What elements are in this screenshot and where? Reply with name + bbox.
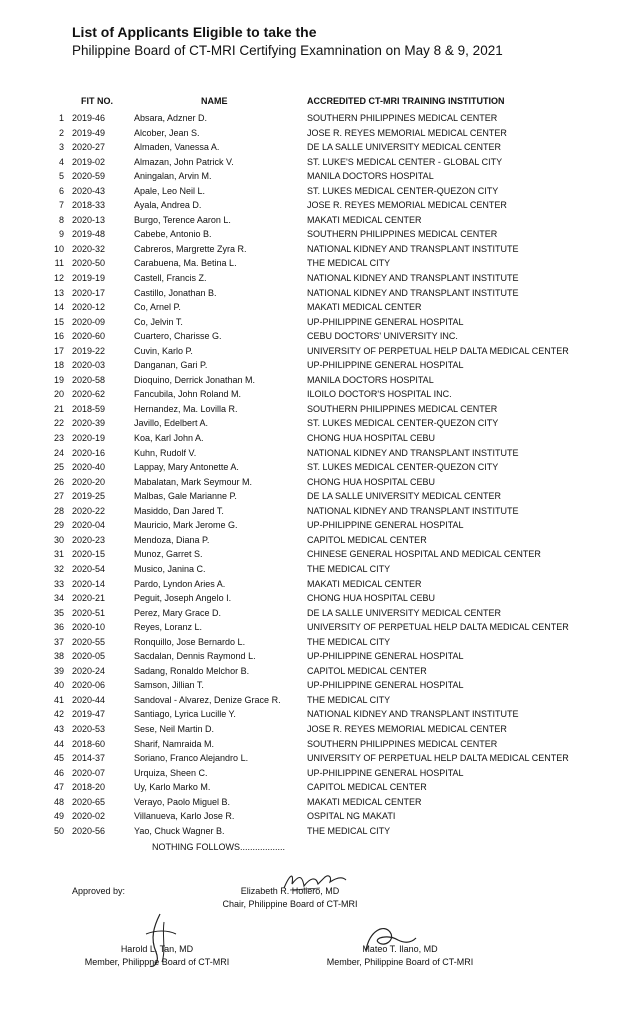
- table-row: [0, 606, 622, 621]
- fit-number: 2020-21: [72, 593, 106, 604]
- fit-number: 2018-59: [72, 403, 106, 414]
- table-row: [0, 184, 622, 199]
- training-institution: MAKATI MEDICAL CENTER: [307, 302, 422, 313]
- fit-number: 2020-22: [72, 505, 106, 516]
- table-row: [0, 358, 622, 373]
- row-number: 7: [58, 200, 64, 211]
- table-row: [0, 155, 622, 170]
- table-row: [0, 198, 622, 213]
- signatory-name: Elizabeth R. Holiero, MD: [240, 886, 340, 896]
- applicant-name: Ronquillo, Jose Bernardo L.: [134, 636, 246, 647]
- table-row: [0, 402, 622, 417]
- applicant-name: Co, Jelvin T.: [134, 316, 183, 327]
- training-institution: CAPITOL MEDICAL CENTER: [307, 665, 427, 676]
- applicant-name: Cabreros, Margrette Zyra R.: [134, 243, 247, 254]
- table-row: [0, 387, 622, 402]
- applicant-name: Pardo, Lyndon Aries A.: [134, 578, 226, 589]
- fit-number: 2020-58: [72, 374, 106, 385]
- row-number: 11: [54, 258, 64, 269]
- row-number: 36: [53, 622, 64, 633]
- row-number: 17: [53, 345, 64, 356]
- applicant-name: Javillo, Edelbert A.: [134, 418, 209, 429]
- row-number: 13: [53, 287, 64, 298]
- applicant-name: Fancubila, John Roland M.: [134, 389, 242, 400]
- fit-number: 2020-54: [72, 563, 106, 574]
- training-institution: CAPITOL MEDICAL CENTER: [307, 534, 427, 545]
- applicant-name: Uy, Karlo Marko M.: [134, 782, 211, 793]
- table-row: [0, 111, 622, 126]
- fit-number: 2018-33: [72, 200, 106, 211]
- applicant-name: Sandoval - Alvarez, Denize Grace R.: [134, 694, 281, 705]
- row-number: 5: [58, 171, 64, 182]
- fit-number: 2019-49: [72, 127, 106, 138]
- training-institution: THE MEDICAL CITY: [307, 825, 391, 836]
- fit-number: 2020-02: [72, 811, 106, 822]
- fit-number: 2018-20: [72, 782, 106, 793]
- table-row: [0, 562, 622, 577]
- row-number: 10: [53, 243, 64, 254]
- training-institution: SOUTHERN PHILIPPINES MEDICAL CENTER: [307, 403, 498, 414]
- training-institution: THE MEDICAL CITY: [307, 694, 391, 705]
- row-number: 30: [53, 534, 64, 545]
- training-institution: UP-PHILIPPINE GENERAL HOSPITAL: [307, 651, 464, 662]
- document-subtitle: Philippine Board of CT-MRI Certifying Examnination on May 8 & 9, 2021: [72, 43, 503, 58]
- signatory-name: Harold L. Tan, MD: [120, 944, 194, 954]
- table-row: [0, 227, 622, 242]
- row-number: 8: [58, 214, 64, 225]
- fit-number: 2020-20: [72, 476, 106, 487]
- fit-number: 2019-25: [72, 491, 106, 502]
- training-institution: MANILA DOCTORS HOSPITAL: [307, 374, 434, 385]
- row-number: 49: [53, 811, 64, 822]
- row-number: 43: [53, 723, 64, 734]
- training-institution: NATIONAL KIDNEY AND TRANSPLANT INSTITUTE: [307, 447, 519, 458]
- table-row: [0, 446, 622, 461]
- column-header-name: NAME: [201, 96, 228, 106]
- applicant-name: Mabalatan, Mark Seymour M.: [134, 476, 253, 487]
- row-number: 38: [53, 651, 64, 662]
- fit-number: 2019-22: [72, 345, 106, 356]
- nothing-follows-note: NOTHING FOLLOWS..................: [152, 842, 286, 852]
- row-number: 41: [53, 694, 64, 705]
- row-number: 48: [53, 796, 64, 807]
- row-number: 45: [53, 753, 64, 764]
- training-institution: JOSE R. REYES MEMORIAL MEDICAL CENTER: [307, 200, 507, 211]
- fit-number: 2020-09: [72, 316, 106, 327]
- column-header-fit: FIT NO.: [81, 96, 113, 106]
- table-row: [0, 780, 622, 795]
- training-institution: CHONG HUA HOSPITAL CEBU: [307, 476, 436, 487]
- applicant-name: Danganan, Gari P.: [134, 360, 208, 371]
- document-title: List of Applicants Eligible to take the: [72, 24, 317, 40]
- table-row: [0, 475, 622, 490]
- table-row: [0, 533, 622, 548]
- fit-number: 2019-47: [72, 709, 106, 720]
- table-row: [0, 809, 622, 824]
- training-institution: MAKATI MEDICAL CENTER: [307, 796, 422, 807]
- signatory-title: Member, Philippne Board of CT-MRI: [84, 957, 230, 967]
- applicant-name: Sese, Neil Martin D.: [134, 723, 215, 734]
- applicant-name: Cuartero, Charisse G.: [134, 331, 222, 342]
- fit-number: 2020-15: [72, 549, 106, 560]
- table-row: [0, 824, 622, 839]
- training-institution: JOSE R. REYES MEMORIAL MEDICAL CENTER: [307, 127, 507, 138]
- fit-number: 2020-50: [72, 258, 106, 269]
- applicant-name: Peguit, Joseph Angelo I.: [134, 593, 232, 604]
- training-institution: UP-PHILIPPINE GENERAL HOSPITAL: [307, 767, 464, 778]
- applicant-name: Masiddo, Dan Jared T.: [134, 505, 224, 516]
- table-row: [0, 547, 622, 562]
- applicant-name: Sacdalan, Dennis Raymond L.: [134, 651, 256, 662]
- fit-number: 2014-37: [72, 753, 106, 764]
- applicant-name: Malbas, Gale Marianne P.: [134, 491, 237, 502]
- fit-number: 2018-60: [72, 738, 106, 749]
- row-number: 24: [53, 447, 64, 458]
- applicant-name: Verayo, Paolo Miguel B.: [134, 796, 231, 807]
- row-number: 22: [53, 418, 64, 429]
- row-number: 19: [53, 374, 64, 385]
- fit-number: 2020-27: [72, 142, 106, 153]
- fit-number: 2020-65: [72, 796, 106, 807]
- table-row: [0, 678, 622, 693]
- row-number: 27: [53, 491, 64, 502]
- row-number: 15: [53, 316, 64, 327]
- table-row: [0, 504, 622, 519]
- table-row: [0, 242, 622, 257]
- training-institution: THE MEDICAL CITY: [307, 636, 391, 647]
- row-number: 12: [53, 273, 64, 284]
- table-row: [0, 169, 622, 184]
- training-institution: UP-PHILIPPINE GENERAL HOSPITAL: [307, 520, 464, 531]
- fit-number: 2020-32: [72, 243, 106, 254]
- table-row: [0, 591, 622, 606]
- row-number: 20: [53, 389, 64, 400]
- applicant-name: Villanueva, Karlo Jose R.: [134, 811, 235, 822]
- signatory-member-2: [305, 943, 495, 969]
- applicant-name: Lappay, Mary Antonette A.: [134, 462, 239, 473]
- row-number: 39: [53, 665, 64, 676]
- row-number: 21: [53, 403, 64, 414]
- applicant-name: Yao, Chuck Wagner B.: [134, 825, 225, 836]
- applicant-name: Burgo, Terence Aaron L.: [134, 214, 231, 225]
- signatory-member-1: [62, 943, 252, 969]
- training-institution: MAKATI MEDICAL CENTER: [307, 214, 422, 225]
- row-number: 32: [53, 563, 64, 574]
- row-number: 16: [53, 331, 64, 342]
- row-number: 31: [53, 549, 64, 560]
- table-row: [0, 126, 622, 141]
- training-institution: UNIVERSITY OF PERPETUAL HELP DALTA MEDICAL CENTER: [307, 622, 569, 633]
- table-row: [0, 271, 622, 286]
- applicant-name: Almazan, John Patrick V.: [134, 156, 234, 167]
- row-number: 6: [58, 185, 64, 196]
- applicant-name: Mauricio, Mark Jerome G.: [134, 520, 238, 531]
- applicant-name: Cuvin, Karlo P.: [134, 345, 193, 356]
- training-institution: JOSE R. REYES MEMORIAL MEDICAL CENTER: [307, 723, 507, 734]
- applicant-name: Aningalan, Arvin M.: [134, 171, 212, 182]
- approved-by-label: Approved by:: [72, 886, 126, 896]
- fit-number: 2020-60: [72, 331, 106, 342]
- table-row: [0, 620, 622, 635]
- table-row: [0, 140, 622, 155]
- fit-number: 2020-05: [72, 651, 106, 662]
- applicant-name: Castell, Francis Z.: [134, 273, 207, 284]
- table-row: [0, 664, 622, 679]
- row-number: 35: [53, 607, 64, 618]
- applicant-name: Dioquino, Derrick Jonathan M.: [134, 374, 256, 385]
- table-row: [0, 431, 622, 446]
- row-number: 2: [58, 127, 64, 138]
- row-number: 1: [58, 113, 64, 123]
- training-institution: UP-PHILIPPINE GENERAL HOSPITAL: [307, 316, 464, 327]
- fit-number: 2020-23: [72, 534, 106, 545]
- row-number: 28: [53, 505, 64, 516]
- applicant-name: Samson, Jillian T.: [134, 680, 204, 691]
- fit-number: 2019-02: [72, 156, 106, 167]
- training-institution: NATIONAL KIDNEY AND TRANSPLANT INSTITUTE: [307, 273, 519, 284]
- row-number: 9: [58, 229, 64, 240]
- training-institution: CEBU DOCTORS' UNIVERSITY INC.: [307, 331, 458, 342]
- fit-number: 2020-24: [72, 665, 106, 676]
- row-number: 3: [58, 142, 64, 153]
- training-institution: NATIONAL KIDNEY AND TRANSPLANT INSTITUTE: [307, 287, 519, 298]
- table-row: [0, 766, 622, 781]
- row-number: 29: [53, 520, 64, 531]
- row-number: 42: [53, 709, 64, 720]
- fit-number: 2020-55: [72, 636, 106, 647]
- training-institution: CAPITOL MEDICAL CENTER: [307, 782, 427, 793]
- applicant-name: Koa, Karl John A.: [134, 433, 204, 444]
- training-institution: MAKATI MEDICAL CENTER: [307, 578, 422, 589]
- signatory-chair: [200, 885, 380, 911]
- fit-number: 2020-17: [72, 287, 106, 298]
- training-institution: SOUTHERN PHILIPPINES MEDICAL CENTER: [307, 229, 498, 240]
- training-institution: CHONG HUA HOSPITAL CEBU: [307, 593, 436, 604]
- table-row: [0, 737, 622, 752]
- training-institution: ST. LUKE'S MEDICAL CENTER - GLOBAL CITY: [307, 156, 503, 167]
- applicant-name: Absara, Adzner D.: [134, 113, 208, 123]
- table-row: [0, 649, 622, 664]
- signatory-name: Mateo T. Ilano, MD: [362, 944, 438, 954]
- applicant-name: Ayala, Andrea D.: [134, 200, 202, 211]
- table-row: [0, 416, 622, 431]
- fit-number: 2019-46: [72, 113, 106, 123]
- applicant-name: Hernandez, Ma. Lovilla R.: [134, 403, 238, 414]
- training-institution: NATIONAL KIDNEY AND TRANSPLANT INSTITUTE: [307, 243, 519, 254]
- training-institution: CHINESE GENERAL HOSPITAL AND MEDICAL CENTER: [307, 549, 541, 560]
- row-number: 40: [53, 680, 64, 691]
- fit-number: 2020-62: [72, 389, 106, 400]
- fit-number: 2020-10: [72, 622, 106, 633]
- row-number: 47: [53, 782, 64, 793]
- table-row: [0, 315, 622, 330]
- row-number: 37: [53, 636, 64, 647]
- table-row: [0, 489, 622, 504]
- training-institution: THE MEDICAL CITY: [307, 258, 391, 269]
- fit-number: 2020-56: [72, 825, 106, 836]
- table-row: [0, 635, 622, 650]
- fit-number: 2020-40: [72, 462, 106, 473]
- fit-number: 2020-14: [72, 578, 106, 589]
- table-row: [0, 707, 622, 722]
- training-institution: NATIONAL KIDNEY AND TRANSPLANT INSTITUTE: [307, 505, 519, 516]
- fit-number: 2020-13: [72, 214, 106, 225]
- table-row: [0, 577, 622, 592]
- training-institution: ST. LUKES MEDICAL CENTER-QUEZON CITY: [307, 185, 499, 196]
- training-institution: MANILA DOCTORS HOSPITAL: [307, 171, 434, 182]
- training-institution: ILOILO DOCTOR'S HOSPITAL INC.: [307, 389, 452, 400]
- applicant-name: Co, Arnel P.: [134, 302, 181, 313]
- training-institution: ST. LUKES MEDICAL CENTER-QUEZON CITY: [307, 418, 499, 429]
- row-number: 23: [53, 433, 64, 444]
- training-institution: UNIVERSITY OF PERPETUAL HELP DALTA MEDICAL CENTER: [307, 345, 569, 356]
- table-row: [0, 751, 622, 766]
- table-row: [0, 693, 622, 708]
- column-header-institution: ACCREDITED CT-MRI TRAINING INSTITUTION: [307, 96, 505, 106]
- row-number: 44: [53, 738, 64, 749]
- training-institution: SOUTHERN PHILIPPINES MEDICAL CENTER: [307, 738, 498, 749]
- training-institution: SOUTHERN PHILIPPINES MEDICAL CENTER: [307, 113, 498, 123]
- fit-number: 2020-53: [72, 723, 106, 734]
- fit-number: 2020-04: [72, 520, 106, 531]
- row-number: 33: [53, 578, 64, 589]
- applicant-name: Sharif, Namraida M.: [134, 738, 215, 749]
- table-row: [0, 329, 622, 344]
- row-number: 34: [53, 593, 64, 604]
- signatory-title: Member, Philippine Board of CT-MRI: [326, 957, 474, 967]
- signatory-title: Chair, Philippine Board of CT-MRI: [222, 899, 358, 909]
- applicant-name: Urquiza, Sheen C.: [134, 767, 208, 778]
- training-institution: UP-PHILIPPINE GENERAL HOSPITAL: [307, 360, 464, 371]
- applicant-name: Santiago, Lyrica Lucille Y.: [134, 709, 236, 720]
- row-number: 18: [53, 360, 64, 371]
- training-institution: NATIONAL KIDNEY AND TRANSPLANT INSTITUTE: [307, 709, 519, 720]
- row-number: 25: [53, 462, 64, 473]
- applicant-name: Almaden, Vanessa A.: [134, 142, 220, 153]
- applicant-name: Kuhn, Rudolf V.: [134, 447, 197, 458]
- row-number: 26: [53, 476, 64, 487]
- fit-number: 2020-06: [72, 680, 106, 691]
- applicant-name: Apale, Leo Neil L.: [134, 185, 206, 196]
- table-row: [0, 300, 622, 315]
- table-row: [0, 286, 622, 301]
- applicant-name: Perez, Mary Grace D.: [134, 607, 222, 618]
- table-row: [0, 373, 622, 388]
- table-row: [0, 722, 622, 737]
- training-institution: ST. LUKES MEDICAL CENTER-QUEZON CITY: [307, 462, 499, 473]
- fit-number: 2020-44: [72, 694, 106, 705]
- row-number: 50: [53, 825, 64, 836]
- applicant-name: Reyes, Loranz L.: [134, 622, 203, 633]
- fit-number: 2019-48: [72, 229, 106, 240]
- applicant-name: Soriano, Franco Alejandro L.: [134, 753, 249, 764]
- table-row: [0, 518, 622, 533]
- table-row: [0, 460, 622, 475]
- training-institution: THE MEDICAL CITY: [307, 563, 391, 574]
- fit-number: 2020-16: [72, 447, 106, 458]
- row-number: 4: [58, 156, 64, 167]
- fit-number: 2020-51: [72, 607, 106, 618]
- table-row: [0, 795, 622, 810]
- applicant-name: Mendoza, Diana P.: [134, 534, 210, 545]
- applicant-name: Musico, Janina C.: [134, 563, 206, 574]
- applicant-name: Cabebe, Antonio B.: [134, 229, 212, 240]
- fit-number: 2020-59: [72, 171, 106, 182]
- table-row: [0, 256, 622, 271]
- applicant-name: Castillo, Jonathan B.: [134, 287, 217, 298]
- table-row: [0, 213, 622, 228]
- training-institution: DE LA SALLE UNIVERSITY MEDICAL CENTER: [307, 491, 502, 502]
- row-number: 46: [53, 767, 64, 778]
- training-institution: OSPITAL NG MAKATI: [307, 811, 396, 822]
- table-row: [0, 344, 622, 359]
- fit-number: 2020-03: [72, 360, 106, 371]
- applicant-name: Sadang, Ronaldo Melchor B.: [134, 665, 250, 676]
- fit-number: 2019-19: [72, 273, 106, 284]
- fit-number: 2020-12: [72, 302, 106, 313]
- training-institution: UNIVERSITY OF PERPETUAL HELP DALTA MEDICAL CENTER: [307, 753, 569, 764]
- training-institution: DE LA SALLE UNIVERSITY MEDICAL CENTER: [307, 142, 502, 153]
- applicant-name: Munoz, Garret S.: [134, 549, 203, 560]
- training-institution: CHONG HUA HOSPITAL CEBU: [307, 433, 436, 444]
- training-institution: UP-PHILIPPINE GENERAL HOSPITAL: [307, 680, 464, 691]
- applicant-name: Alcober, Jean S.: [134, 127, 200, 138]
- fit-number: 2020-07: [72, 767, 106, 778]
- row-number: 14: [53, 302, 64, 313]
- applicant-name: Carabuena, Ma. Betina L.: [134, 258, 237, 269]
- applicant-list: [0, 111, 622, 838]
- fit-number: 2020-39: [72, 418, 106, 429]
- fit-number: 2020-43: [72, 185, 106, 196]
- training-institution: DE LA SALLE UNIVERSITY MEDICAL CENTER: [307, 607, 502, 618]
- fit-number: 2020-19: [72, 433, 106, 444]
